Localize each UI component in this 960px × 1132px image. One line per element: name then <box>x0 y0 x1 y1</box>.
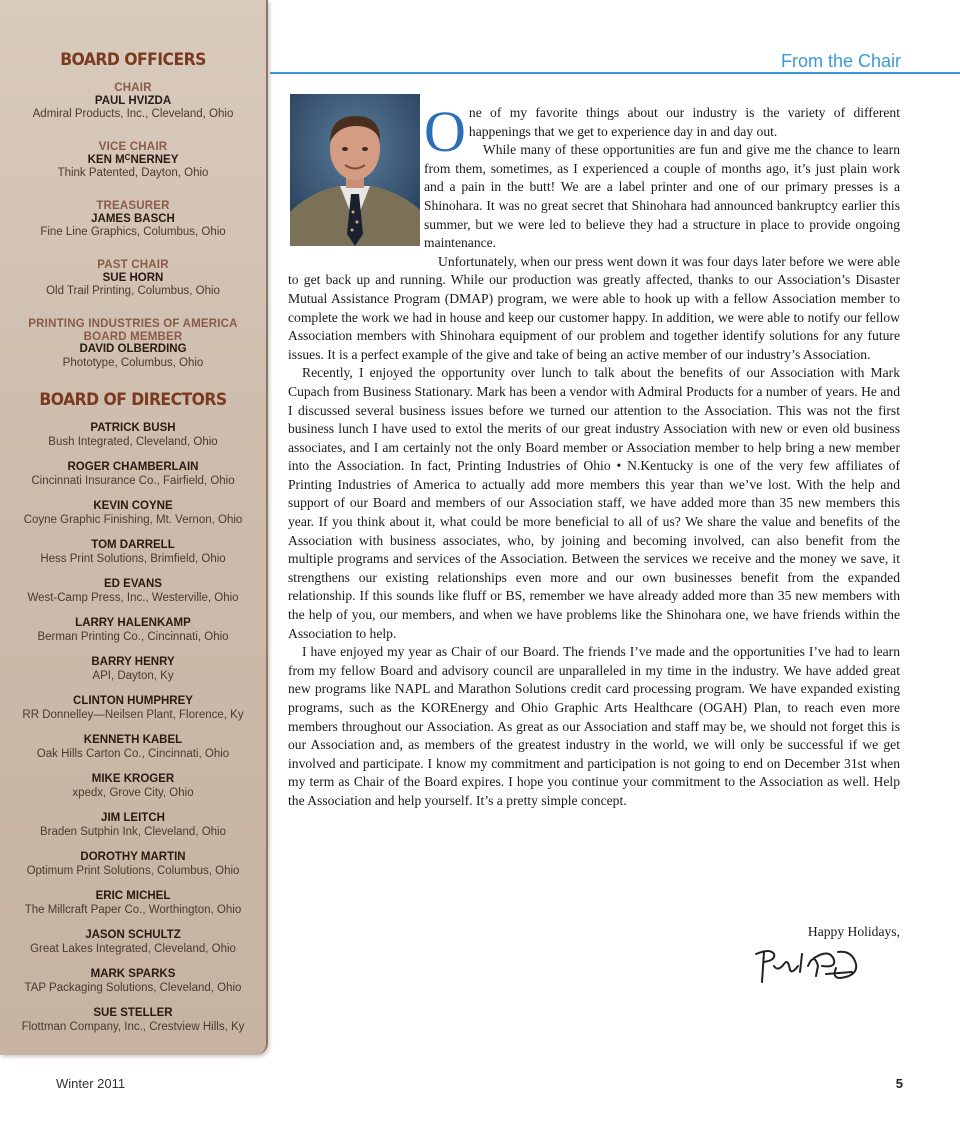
officer-org: Think Patented, Dayton, Ohio <box>57 167 209 179</box>
issue-label: Winter 2011 <box>56 1076 126 1091</box>
director-org: Bush Integrated, Cleveland, Ohio <box>48 435 218 448</box>
officer-vice-chair <box>0 141 266 180</box>
director-entry <box>0 695 266 722</box>
director-name: ERIC MICHEL <box>95 889 171 902</box>
officer-pia-board-member <box>0 318 266 370</box>
director-name: BARRY HENRY <box>91 655 175 668</box>
director-name: KEVIN COYNE <box>93 499 173 512</box>
director-entry <box>0 734 266 761</box>
director-entry <box>0 539 266 566</box>
officer-org: Phototype, Columbus, Ohio <box>62 356 204 369</box>
officer-treasurer <box>0 200 266 239</box>
officer-name: PAUL HVIZDA <box>94 94 172 107</box>
letter-paragraph: Recently, I enjoyed the opportunity over lunch to talk about the benefits of our Association with Mark Cupach from Business Stationary. Mark has been a vendor with Admiral Products for a number of years. He and I discussed several business issues before we turned our attention to the Association. This was not the first business lunch I have used to extol the merits of our great industry Association with new or even old business associates, and I am certainly not the only Board member or Association member to help bring a new member into the Association. In fact, Printing Industries of Ohio • N.Kentucky is one of the very few affiliates of Printing Industries of America to actually add more members this year than we’ve lost. With the help and support of our Board and members of our Association staff, we have added more than 35 new members this year. If you think about it, what could be more beneficial to all of us? We share the value and benefits of the Association with business associates, who, by joining and becoming involved, can also benefit from the multiple programs and services of the Association. Between the services we receive and the money we save, it strengthens our existing relationships even more and our own businesses benefit from the expanded relationship. If this sounds like fluff or BS, remember we have already added more than 35 new members with the help of you, our members, and when we have problems like the Shinohara one, we have friends within the Association to help. <box>288 365 900 641</box>
director-entry <box>0 890 266 917</box>
director-name: JASON SCHULTZ <box>85 928 181 941</box>
officer-name: JAMES BASCH <box>91 212 175 225</box>
officer-role-line2: BOARD MEMBER <box>83 330 183 343</box>
director-entry <box>0 968 266 995</box>
director-entry <box>0 617 266 644</box>
letter-paragraph: I have enjoyed my year as Chair of our Board. The friends I’ve made and the opportunities I’ve had to learn from my fellow Board and advisory council are unparalleled in my time in the industry. We have added great new programs like NAPL and Marathon Solutions credit card processing program. We have expanded existing programs, such as the KOREnergy and Ohio Graphic Arts Healthcare (OGAH) Plan, to reach even more members throughout our Association. As great as our Association and staff may be, we should not forget this is our Association and, as members of the greatest industry in the world, we will only be successful if we get involved and participate. I know my commitment and participation is not going to end on December 31st when my term as Chair of the Board expires. I hope you continue your commitment to the Association as well. Help the Association and help yourself. It’s a pretty simple concept. <box>288 644 900 808</box>
director-org: Optimum Print Solutions, Columbus, Ohio <box>26 864 240 877</box>
section-title: From the Chair <box>780 51 901 71</box>
officer-role: CHAIR <box>114 82 152 94</box>
director-name: ED EVANS <box>104 577 162 590</box>
page-number: 5 <box>895 1076 903 1091</box>
officer-past-chair <box>0 259 266 298</box>
officer-name: SUE HORN <box>102 271 164 284</box>
director-org: Braden Sutphin Ink, Cleveland, Ohio <box>39 825 227 838</box>
letter-paragraph: Unfortunately, when our press went down it was four days later before we were able to get back up and running. While our production was greatly affected, thanks to our Association’s Disaster Mutual Assistance Program (DMAP) program, we were able to hook up with a fellow Association member to complete the work we had in house and keep our customer happy. In addition, we were able to notify our fellow Association members with Shinohara equipment of our problem and together identify solutions for any future issues. It is a perfect example of the give and take of being an active member of our industry’s Association. <box>288 253 900 362</box>
board-directors-heading: BOARD OF DIRECTORS <box>39 389 227 410</box>
director-org: Great Lakes Integrated, Cleveland, Ohio <box>30 942 236 955</box>
director-org: Flottman Company, Inc., Crestview Hills, Ky <box>21 1020 245 1033</box>
director-name: DOROTHY MARTIN <box>80 850 186 863</box>
director-org: RR Donnelley—Neilsen Plant, Florence, Ky <box>22 708 244 721</box>
director-entry <box>0 851 266 878</box>
director-name: TOM DARRELL <box>91 538 175 551</box>
officer-role: VICE CHAIR <box>98 141 168 153</box>
director-name: MIKE KROGER <box>91 772 175 785</box>
director-entry <box>0 812 266 839</box>
letter-paragraph: While many of these opportunities are fun and give me the chance to learn from them, sometimes, as I experienced a couple of months ago, it’s just plain work and a pain in the butt! We are a label printer and one of our primary presses is a Shinohara. It was no great secret that Shinohara had announced bankruptcy earlier this summer, but we were led to believe they had a structure in place to provide ongoing maintenance. <box>424 142 900 251</box>
director-entry <box>0 461 266 488</box>
officer-org: Old Trail Printing, Columbus, Ohio <box>46 285 220 297</box>
director-entry <box>0 929 266 956</box>
officer-org: Fine Line Graphics, Columbus, Ohio <box>40 226 226 238</box>
officer-role: PAST CHAIR <box>97 259 169 271</box>
letter-paragraph: ne of my favorite things about our industry is the variety of different happenings that we get to experience day in and day out. <box>468 105 900 139</box>
director-name: PATRICK BUSH <box>90 421 176 434</box>
chair-letter <box>288 99 900 811</box>
closing-salutation: Happy Holidays, <box>807 924 900 939</box>
officer-name: KEN $M^CNERNEY$ <box>87 152 179 166</box>
director-name: ROGER CHAMBERLAIN <box>67 460 199 473</box>
director-org: Cincinnati Insurance Co., Fairfield, Ohio <box>31 474 235 487</box>
director-org: TAP Packaging Solutions, Cleveland, Ohio <box>24 981 242 994</box>
director-entry <box>0 656 266 683</box>
director-name: MARK SPARKS <box>90 967 176 980</box>
director-name: KENNETH KABEL <box>83 733 183 746</box>
director-entry <box>0 773 266 800</box>
director-org: The Millcraft Paper Co., Worthington, Ohio <box>24 903 242 916</box>
photo-spacer <box>288 104 424 261</box>
officer-chair <box>0 82 266 121</box>
director-org: API, Dayton, Ky <box>92 669 174 682</box>
title-rule <box>270 72 960 74</box>
director-org: Coyne Graphic Finishing, Mt. Vernon, Ohio <box>23 513 243 526</box>
director-org: Hess Print Solutions, Brimfield, Ohio <box>40 552 226 565</box>
director-name: CLINTON HUMPHREY <box>73 694 193 707</box>
board-sidebar <box>0 0 268 1055</box>
director-entry <box>0 422 266 449</box>
officer-role: PRINTING INDUSTRIES OF AMERICA <box>28 318 238 330</box>
officer-role: TREASURER <box>96 200 170 212</box>
director-entry <box>0 578 266 605</box>
director-name: JIM LEITCH <box>101 811 165 824</box>
directors-list <box>0 422 266 1034</box>
director-name: SUE STELLER <box>93 1006 173 1019</box>
handwritten-signature <box>752 944 862 986</box>
director-org: West-Camp Press, Inc., Westerville, Ohio <box>27 591 239 604</box>
director-entry <box>0 1007 266 1034</box>
board-officers-heading: BOARD OFFICERS <box>60 50 206 70</box>
drop-cap: O <box>424 99 466 164</box>
director-name: LARRY HALENKAMP <box>75 616 191 629</box>
director-org: Oak Hills Carton Co., Cincinnati, Ohio <box>36 747 230 760</box>
officer-org: Admiral Products, Inc., Cleveland, Ohio <box>32 108 234 120</box>
officer-name: DAVID OLBERDING <box>79 343 187 355</box>
director-org: Berman Printing Co., Cincinnati, Ohio <box>37 630 229 643</box>
director-org: xpedx, Grove City, Ohio <box>72 786 194 799</box>
director-entry <box>0 500 266 527</box>
